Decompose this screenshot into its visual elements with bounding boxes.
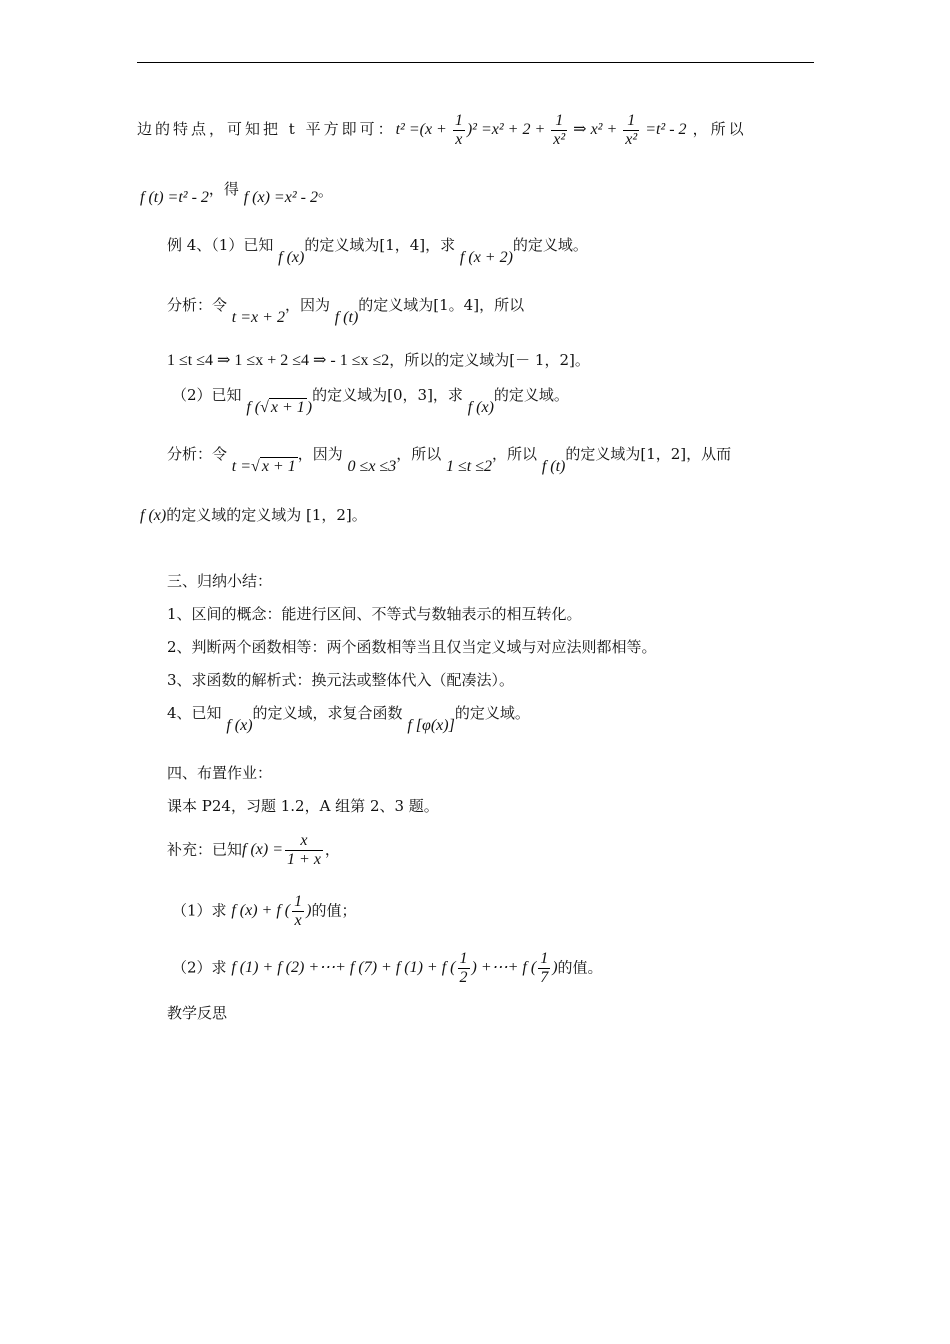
sup-frac <box>285 832 323 868</box>
an3-label: 分析：令 <box>167 445 228 463</box>
header-rule <box>137 62 814 63</box>
q2-label: （2）求 <box>172 958 227 977</box>
an3-math4: f (t) <box>541 458 566 475</box>
ex4b-close: ) <box>306 399 313 416</box>
an3-math1: t =√ x + 1 <box>231 458 296 475</box>
q2-num1: 1 <box>459 950 468 967</box>
sup-end: ， <box>324 840 340 859</box>
q1-num: 1 <box>294 893 303 910</box>
supplement-line <box>167 832 340 868</box>
q2-den2: 7 <box>540 968 549 986</box>
homework-title: 四、布置作业： <box>167 764 273 782</box>
teaching-reflection: 教学反思 <box>167 1004 228 1022</box>
math-d: =t² - 2 <box>641 121 687 139</box>
q1-end: 的值； <box>311 901 357 920</box>
homework-line: 课本 P24，习题 1.2，A 组第 2、3 题。 <box>167 797 439 815</box>
an3-math3: 1 ≤t ≤2 <box>446 458 493 475</box>
example-4-part1 <box>167 236 588 266</box>
sup-label: 补充：已知 <box>167 840 243 859</box>
s4-text-b: 的定义域，求复合函数 <box>252 704 403 722</box>
ex4-text1: 的定义域为[1，4]，求 <box>304 236 456 254</box>
ex4b-text2: 的定义域。 <box>493 386 569 404</box>
q2-num2: 1 <box>540 950 549 967</box>
line1-tail: ，所以 <box>692 120 747 139</box>
an4-math1: f (x) <box>140 507 167 524</box>
ex4b-label: （2）已知 <box>172 386 242 404</box>
analysis-line-4 <box>140 508 367 524</box>
ex4b-math1: f (√ x + 1 ) <box>246 399 313 416</box>
q2-math: f (1) + f (2) +⋯+ f (7) + f (1) + f ( <box>231 959 456 977</box>
summary-item-4 <box>167 704 530 734</box>
example-4-part2 <box>172 386 569 416</box>
an2-text1: ，所以的定义域为[－ 1，2]。 <box>389 351 590 369</box>
l2-text1: ，得 <box>208 180 239 198</box>
an2-math1: 1 ≤t ≤4 ⇒ 1 ≤x + 2 ≤4 ⇒ - 1 ≤x ≤2 <box>167 352 390 369</box>
frac-a-num: 1 <box>454 112 463 129</box>
q1-frac <box>292 893 304 929</box>
summary-item-2: 2、判断两个函数相等：两个函数相等当且仅当定义域与对应法则都相等。 <box>167 638 657 656</box>
an3-math2: 0 ≤x ≤3 <box>347 458 397 475</box>
q1-label: （1）求 <box>172 901 227 920</box>
an3-text3: ，所以 <box>492 445 538 463</box>
math-a: t² =(x + <box>395 121 451 139</box>
ex4-text2: 的定义域。 <box>512 236 588 254</box>
ex4b-math2: f (x) <box>467 399 494 416</box>
frac-a-den: x <box>455 130 463 148</box>
summary-item-1: 1、区间的概念：能进行区间、不等式与数轴表示的相互转化。 <box>167 605 582 623</box>
text-line-1 <box>137 112 747 148</box>
analysis-line-1 <box>167 296 525 326</box>
frac-b-den: x² <box>553 130 566 148</box>
q2-frac2 <box>538 950 550 986</box>
frac-c-num: 1 <box>623 112 639 131</box>
s4-text-a: 4、已知 <box>167 704 222 722</box>
ex4b-f: f ( <box>246 399 261 416</box>
sup-den: 1 + x <box>287 850 321 868</box>
an1-math2: f (t) <box>334 309 359 326</box>
ex4-label: 例 4、（1）已知 <box>167 236 274 254</box>
ex4-math1: f (x) <box>278 249 305 266</box>
l2-math1: f (t) =t² - 2 <box>140 189 209 206</box>
an3-text4: 的定义域为[1，2]，从而 <box>565 445 732 463</box>
frac-b <box>551 112 567 148</box>
an1-label: 分析：令 <box>167 296 228 314</box>
frac-b-num: 1 <box>551 112 567 131</box>
an3-text2: ，所以 <box>396 445 442 463</box>
an3-radicand: x + 1 <box>261 458 296 475</box>
an1-text1: ，因为 <box>284 296 330 314</box>
q2-math3: ) <box>552 959 558 977</box>
summary-title: 三、归纳小结： <box>167 572 273 590</box>
ex4-math2: f (x + 2) <box>459 249 513 266</box>
math-c: ⇒ x² + <box>569 121 622 139</box>
frac-c <box>623 112 639 148</box>
q1-den: x <box>294 911 302 929</box>
frac-a <box>453 112 465 148</box>
s4-math1: f (x) <box>226 717 253 734</box>
q2-den1: 2 <box>459 968 468 986</box>
q2-math2: ) +⋯+ f ( <box>471 959 537 977</box>
s4-text-c: 的定义域。 <box>454 704 530 722</box>
ex4b-radicand: x + 1 <box>270 399 305 416</box>
q2-frac1 <box>458 950 470 986</box>
sup-math: f (x) = <box>242 841 284 859</box>
sup-num: x <box>285 832 323 851</box>
q1-math: f (x) + f ( <box>231 902 291 920</box>
an1-text2: 的定义域为[1。4]，所以 <box>358 296 525 314</box>
line1-text: 边的特点，可知把 t 平方即可： <box>137 120 396 139</box>
ex4b-text1: 的定义域为[0，3]，求 <box>312 386 463 404</box>
math-b: )² =x² + 2 + <box>466 121 550 139</box>
question-1 <box>172 893 356 929</box>
an3-text1: ，因为 <box>297 445 343 463</box>
question-2 <box>172 950 603 986</box>
frac-c-den: x² <box>625 130 638 148</box>
summary-item-3: 3、求函数的解析式：换元法或整体代入（配凑法）。 <box>167 671 515 689</box>
q2-end: 的值。 <box>557 958 603 977</box>
q1-close: ) <box>306 902 312 920</box>
an4-text1: 的定义域的定义域为 [1，2]。 <box>166 506 367 524</box>
text-line-2 <box>140 180 333 206</box>
l2-text2: 。 <box>317 182 333 200</box>
s4-math2: f [φ(x)] <box>407 717 455 734</box>
an1-math1: t =x + 2 <box>231 309 285 326</box>
l2-math2: f (x) =x² - 2 <box>243 189 318 206</box>
analysis-line-3 <box>167 445 732 475</box>
an3-t: t = <box>231 458 252 475</box>
analysis-line-2 <box>167 353 590 369</box>
